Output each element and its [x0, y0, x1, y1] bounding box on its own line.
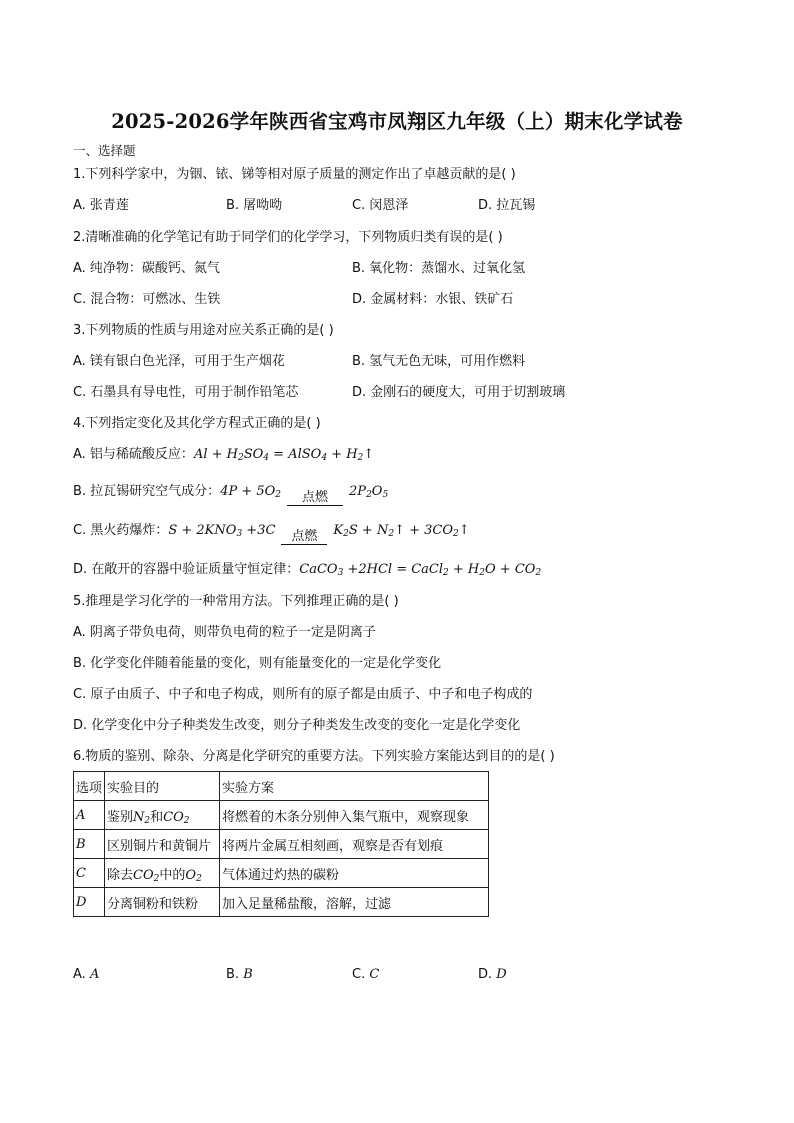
table-row: [74, 830, 489, 859]
table-cell-plan: 气体通过灼热的碳粉: [220, 859, 489, 888]
question-6-option-b: B. B: [226, 967, 253, 982]
question-3-stem: 3.下列物质的性质与用途对应关系正确的是( ): [73, 323, 334, 338]
table-header-row: [74, 772, 489, 801]
question-3-option-c: C. 石墨具有导电性，可用于制作铅笔芯: [73, 385, 299, 400]
page-title: 2025-2026学年陕西省宝鸡市凤翔区九年级（上）期末化学试卷: [111, 110, 683, 133]
question-4-option-a: [73, 446, 374, 464]
table-cell-option: C: [74, 859, 105, 888]
option-c-label: C. 黑火药爆炸：: [73, 523, 169, 538]
question-3-option-a: A. 镁有银白色光泽，可用于生产烟花: [73, 354, 285, 369]
question-3-option-b: B. 氢气无色无味，可用作燃料: [352, 354, 526, 369]
question-5-option-c: C. 原子由质子、中子和电子构成，则所有的原子都是由质子、中子和电子构成的: [73, 687, 533, 702]
experiment-table: [73, 771, 489, 917]
question-5-option-a: A. 阴离子带负电荷，则带负电荷的粒子一定是阴离子: [73, 625, 376, 640]
table-cell-plan: 将两片金属互相刻画，观察是否有划痕: [220, 830, 489, 859]
equation-c-right: $K_2S$ + $N_2↑$ + $3CO_2↑$: [333, 523, 470, 539]
section-heading: 一、选择题: [73, 143, 136, 158]
question-2-option-a: A. 纯净物：碳酸钙、氮气: [73, 261, 220, 276]
table-cell-goal: 分离铜粉和铁粉: [105, 888, 220, 917]
table-cell-option: D: [74, 888, 105, 917]
question-2-stem: 2.清晰准确的化学笔记有助于同学们的化学学习，下列物质归类有误的是( ): [73, 230, 503, 245]
question-1-option-a: A. 张青莲: [73, 198, 129, 213]
equation-c-left: $S + 2KNO_3 +3C$: [168, 523, 276, 539]
table-row: [74, 888, 489, 917]
question-6-option-c: C. C: [352, 967, 380, 982]
table-cell-option: A: [74, 801, 105, 830]
table-header-cell: 实验目的: [105, 772, 220, 801]
question-1-option-d: D. 拉瓦锡: [478, 198, 536, 213]
question-4-option-c: [73, 513, 470, 549]
reaction-condition: 点燃: [281, 529, 327, 549]
option-b-label: B. 拉瓦锡研究空气成分：: [73, 484, 221, 499]
question-5-option-b: B. 化学变化伴随着能量的变化，则有能量变化的一定是化学变化: [73, 656, 442, 671]
question-1-option-c: C. 闵恩泽: [352, 198, 409, 213]
question-4-option-b: [73, 474, 388, 510]
question-5-stem: 5.推理是学习化学的一种常用方法。下列推理正确的是( ): [73, 594, 399, 609]
question-4-stem: 4.下列指定变化及其化学方程式正确的是( ): [73, 416, 321, 431]
question-1-option-b: B. 屠呦呦: [226, 198, 283, 213]
question-2-option-d: D. 金属材料：水银、铁矿石: [352, 292, 514, 307]
question-4-option-d: [73, 561, 541, 579]
question-5-option-d: D. 化学变化中分子种类发生改变，则分子种类发生改变的变化一定是化学变化: [73, 718, 521, 733]
table-row: [74, 859, 489, 888]
table-header-cell: 实验方案: [220, 772, 489, 801]
question-6-option-d: D. D: [478, 967, 507, 982]
table-cell-goal: 除去$CO_2$中的$O_2$: [105, 859, 220, 888]
table-cell-plan: 将燃着的木条分别伸入集气瓶中，观察现象: [220, 801, 489, 830]
equation-d: CaCO$_3$ +2HCl = CaCl$_2$ + $H_2O + CO_2$: [299, 562, 542, 578]
table-cell-option: B: [74, 830, 105, 859]
question-6-option-a: A. A: [73, 967, 100, 982]
equation-b-left: $4P + 5O_2$: [220, 484, 282, 500]
question-2-option-c: C. 混合物：可燃冰、生铁: [73, 292, 221, 307]
table-row: [74, 801, 489, 830]
equation-a: $Al + H_2SO_4$ = AlSO$_4$ + $H_2↑$: [193, 447, 375, 463]
table-cell-goal: 区别铜片和黄铜片: [105, 830, 220, 859]
option-a-label: A. 铝与稀硫酸反应：: [73, 447, 194, 462]
reaction-condition: 点燃: [287, 490, 343, 510]
table-header-cell: 选项: [74, 772, 105, 801]
table-cell-plan: 加入足量稀盐酸，溶解，过滤: [220, 888, 489, 917]
option-d-label: D. 在敞开的容器中验证质量守恒定律：: [73, 562, 300, 577]
question-6-stem: 6.物质的鉴别、除杂、分离是化学研究的重要方法。下列实验方案能达到目的的是( ): [73, 749, 555, 764]
question-2-option-b: B. 氧化物：蒸馏水、过氧化氢: [352, 261, 526, 276]
equation-b-right: $2P_2O_5$: [349, 484, 389, 500]
table-cell-goal: 鉴别$N_2$和$CO_2$: [105, 801, 220, 830]
question-3-option-d: D. 金刚石的硬度大，可用于切割玻璃: [352, 385, 566, 400]
question-1-stem: 1.下列科学家中，为铟、铱、锑等相对原子质量的测定作出了卓越贡献的是( ): [73, 167, 516, 182]
